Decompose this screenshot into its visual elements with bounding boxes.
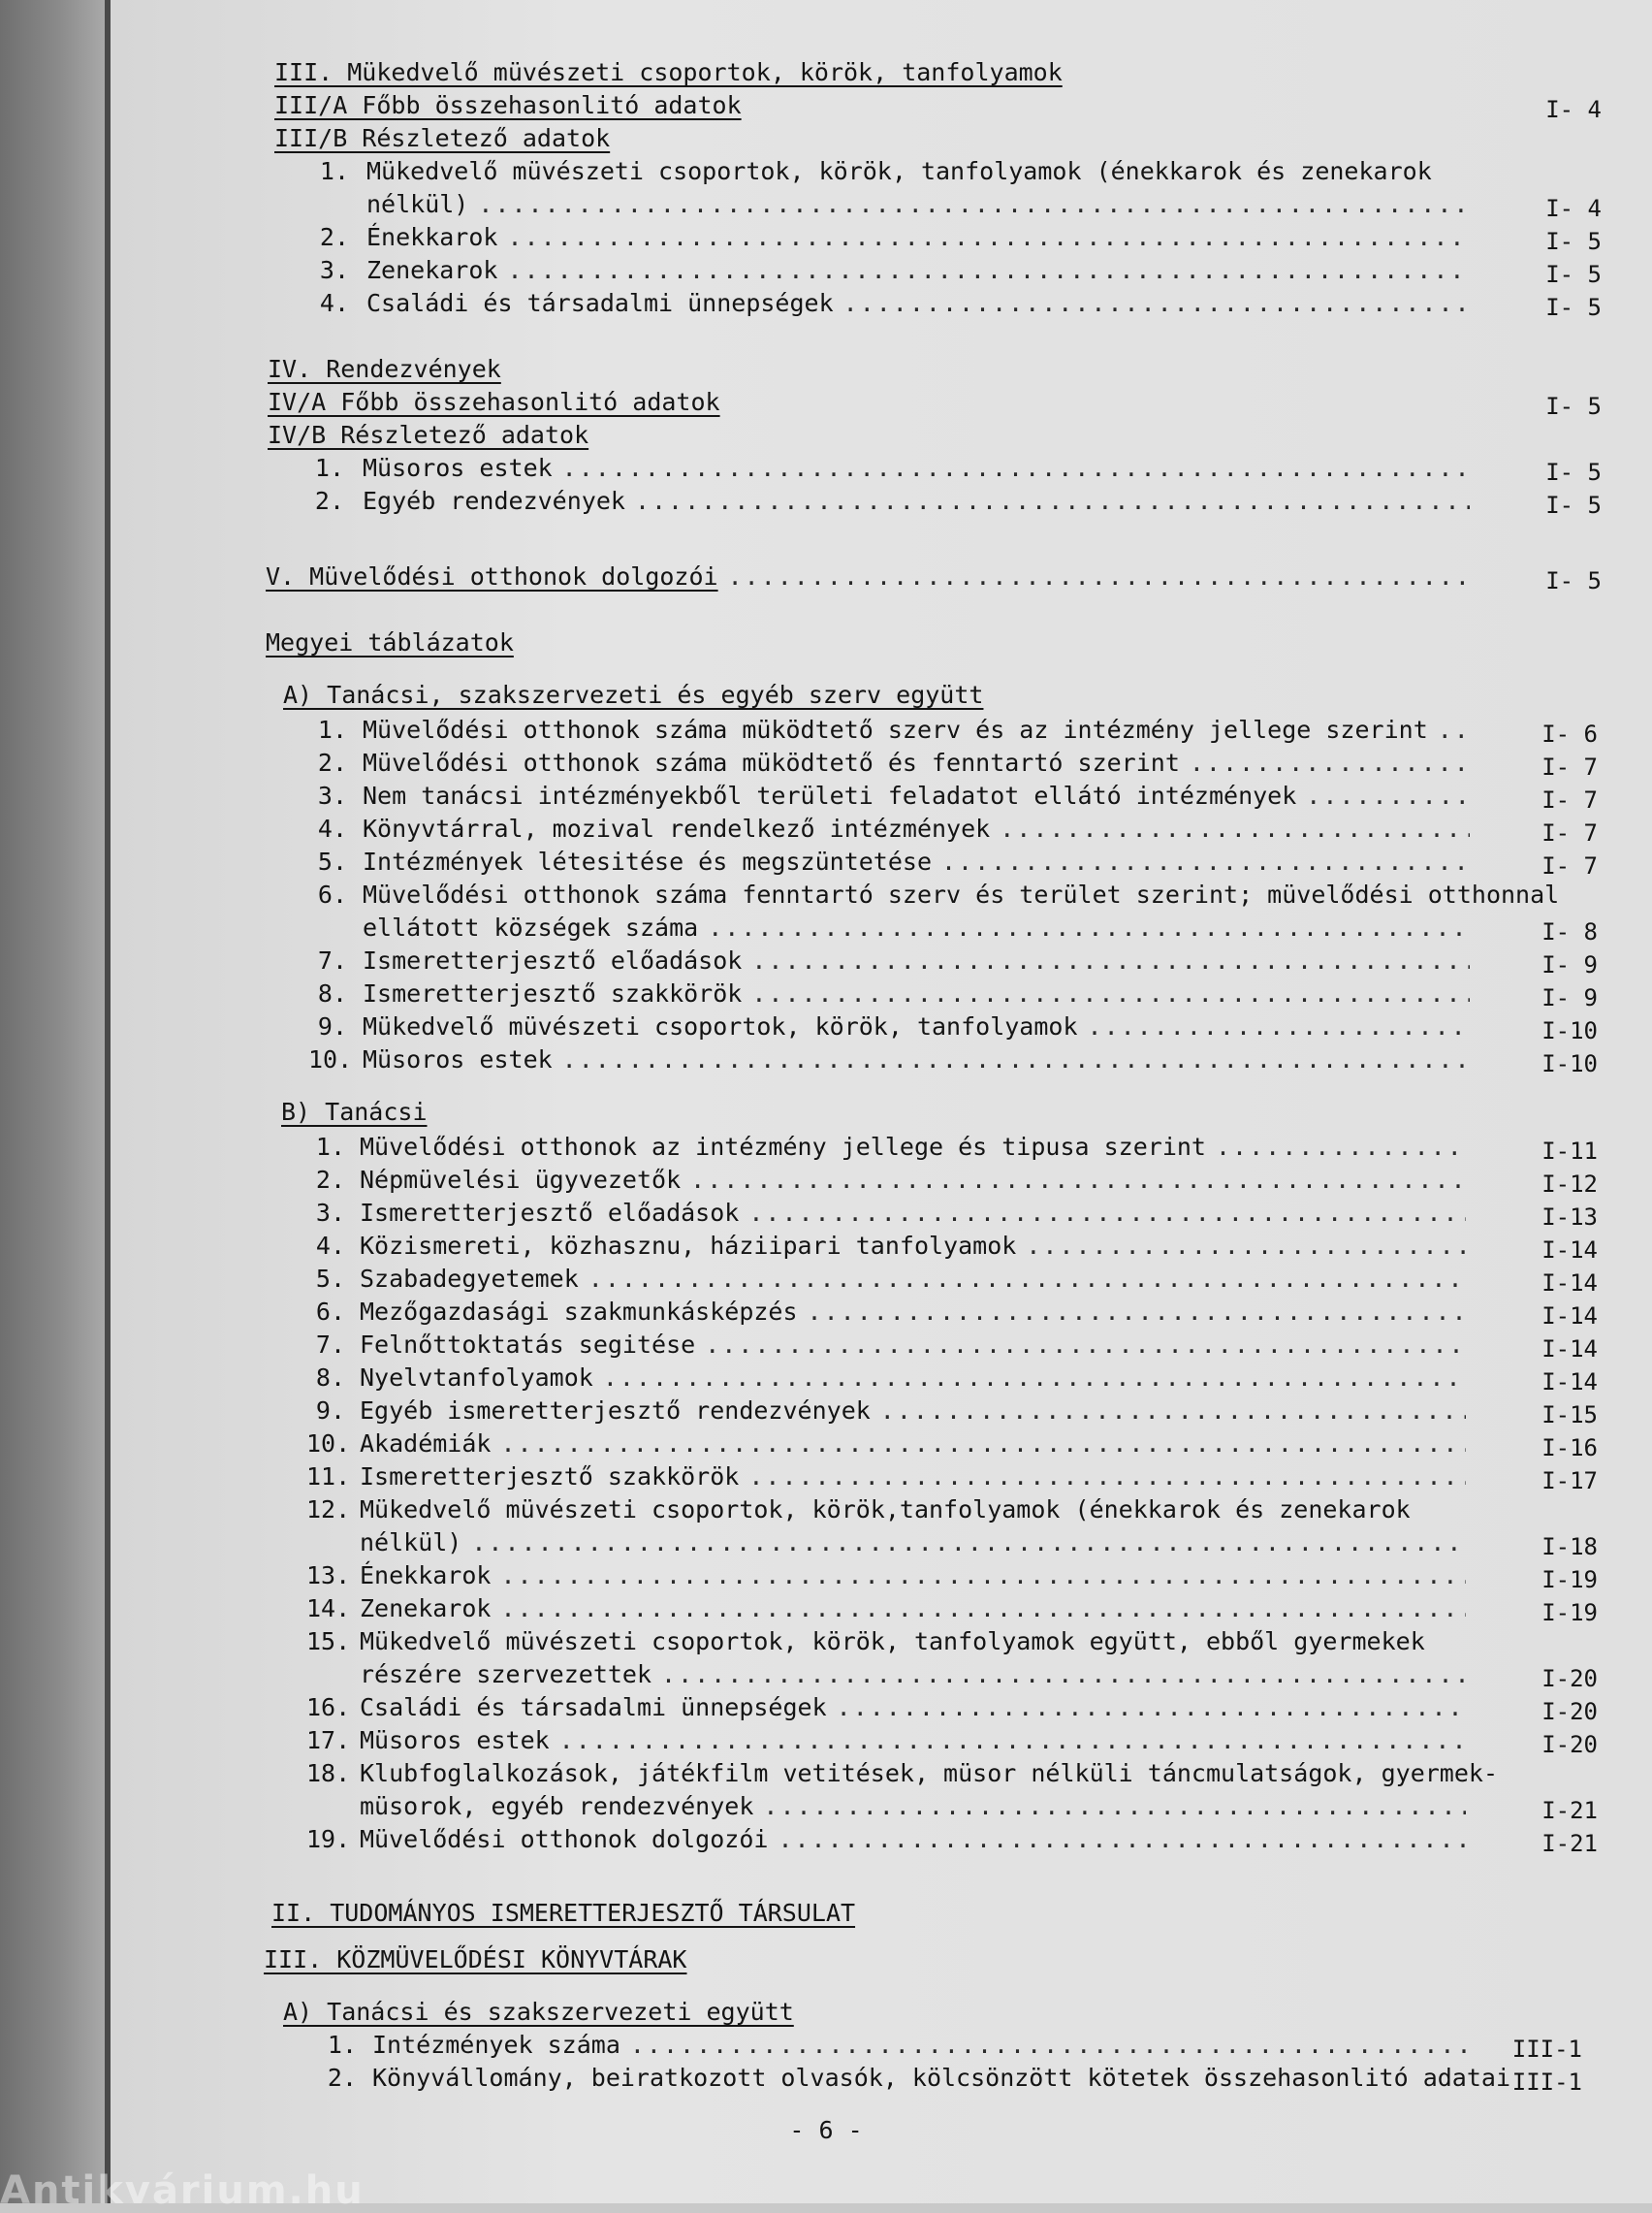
entry-title: Intézmények létesitése és megszüntetése	[363, 848, 932, 876]
entry-number: 12.	[306, 1495, 351, 1523]
group-a-title	[0, 679, 1652, 712]
section-v-title	[0, 561, 1652, 593]
toc-entry	[0, 1329, 1652, 1362]
dot-leader	[661, 1658, 1466, 1691]
entry-title: Müsoros estek	[360, 1726, 550, 1754]
entry-title: Klubfoglalkozások, játékfilm vetitések, müsor nélküli táncmulatságok, gyermek-	[360, 1759, 1498, 1787]
entry-number: 3.	[317, 782, 347, 810]
dot-leader	[763, 1790, 1466, 1823]
dot-leader	[603, 1362, 1466, 1395]
dot-leader	[705, 1329, 1466, 1362]
part-iii-title	[0, 1943, 1652, 1976]
toc-entry	[0, 1460, 1652, 1493]
dot-leader	[630, 2029, 1466, 2062]
entry-number: 17.	[306, 1726, 351, 1754]
section-iii-subtitle-a	[0, 89, 1652, 122]
entry-title: Népmüvelési ügyvezetők	[360, 1166, 682, 1194]
section-iv-title-text: IV. Rendezvények	[268, 355, 501, 383]
entry-number: 3.	[319, 256, 349, 284]
toc-entry	[0, 1395, 1652, 1427]
entry-number: 4.	[319, 289, 349, 317]
entry-number: 4.	[315, 1232, 345, 1260]
page-reference: I- 9	[1541, 984, 1598, 1011]
section-iii-subtitle-b	[0, 122, 1652, 155]
page-reference: I- 7	[1541, 819, 1598, 847]
page-reference: I- 9	[1541, 951, 1598, 978]
dot-leader	[751, 945, 1470, 978]
section-iv-subtitle-b	[0, 419, 1652, 452]
dot-leader	[941, 846, 1470, 879]
entry-title: Énekkarok	[360, 1561, 492, 1589]
part-iii-group-a-title-text: A) Tanácsi és szakszervezeti együtt	[283, 1998, 794, 2026]
section-v-title-text: V. Müvelődési otthonok dolgozói	[266, 562, 718, 591]
section-iv-subtitle-a-text: IV/A Főbb összehasonlitó adatok	[268, 388, 720, 416]
dot-leader	[1438, 714, 1470, 747]
entry-number: 5.	[315, 1265, 345, 1293]
dot-leader	[837, 1691, 1466, 1724]
page-reference: I-20	[1541, 1665, 1598, 1692]
page-reference: I-20	[1541, 1698, 1598, 1725]
dot-leader	[1216, 1131, 1466, 1164]
section-iv-title	[0, 353, 1652, 386]
toc-entry	[0, 1164, 1652, 1197]
entry-title: Ismeretterjesztő szakkörök	[360, 1462, 740, 1491]
toc-entry	[0, 1010, 1652, 1043]
page-reference: I-14	[1541, 1335, 1598, 1363]
toc-entry	[0, 485, 1652, 518]
dot-leader	[507, 254, 1470, 287]
toc-entry	[0, 2029, 1652, 2062]
entry-number: 15.	[306, 1627, 351, 1655]
megyei-title-text: Megyei táblázatok	[266, 628, 514, 657]
page-reference: I-11	[1541, 1138, 1598, 1165]
dot-leader	[562, 452, 1470, 485]
page-reference: III-1	[1511, 2036, 1582, 2063]
toc-entry-continuation	[0, 1658, 1652, 1691]
dot-leader	[500, 1592, 1466, 1625]
entry-number: 7.	[315, 1331, 345, 1359]
section-iii-subtitle-a-text: III/A Főbb összehasonlitó adatok	[274, 91, 742, 119]
toc-entry	[0, 1131, 1652, 1164]
dot-leader	[751, 978, 1470, 1010]
entry-title: Ismeretterjesztő előadások	[363, 946, 743, 975]
dot-leader	[690, 1164, 1466, 1197]
page-number: - 6 -	[789, 2116, 863, 2144]
entry-title: Ismeretterjesztő előadások	[360, 1199, 740, 1227]
page-reference: I- 5	[1545, 459, 1602, 486]
section-iv-subtitle-b-text: IV/B Részletező adatok	[268, 421, 589, 449]
page-reference: I- 7	[1541, 852, 1598, 880]
dot-leader	[1088, 1010, 1470, 1043]
entry-number: 11.	[306, 1462, 351, 1491]
entry-title-continuation: nélkül)	[360, 1528, 462, 1556]
entry-title: Énekkarok	[366, 223, 498, 251]
page-reference: I-21	[1541, 1830, 1598, 1857]
entry-title: Zenekarok	[360, 1594, 492, 1622]
entry-title: Nem tanácsi intézményekből területi feladatot ellátó intézmények	[363, 782, 1297, 810]
toc-entry-continuation	[0, 1526, 1652, 1559]
section-iv-subtitle-a	[0, 386, 1652, 419]
toc-entry	[0, 2062, 1652, 2095]
toc-entry	[0, 978, 1652, 1010]
entry-title-continuation: ellátott községek száma	[363, 914, 699, 942]
toc-entry	[0, 714, 1652, 747]
dot-leader	[880, 1395, 1466, 1427]
entry-title: Mükedvelő müvészeti csoportok, körök, tanfolyamok (énekkarok és zenekarok	[366, 157, 1432, 185]
entry-number: 6.	[317, 881, 347, 909]
toc-entry	[0, 1197, 1652, 1230]
page-reference: I-15	[1541, 1401, 1598, 1428]
toc-entry	[0, 1724, 1652, 1757]
entry-title: Müsoros estek	[363, 454, 553, 482]
section-iii-subtitle-b-text: III/B Részletező adatok	[274, 124, 611, 152]
entry-title: Könyvtárral, mozival rendelkező intézmények	[363, 815, 991, 843]
megyei-title	[0, 626, 1652, 659]
entry-title: Felnőttoktatás segitése	[360, 1331, 696, 1359]
toc-entry	[0, 452, 1652, 485]
toc-entry	[0, 1823, 1652, 1856]
dot-leader	[588, 1263, 1466, 1296]
page-reference: I- 5	[1545, 492, 1602, 519]
page-reference: I-17	[1541, 1467, 1598, 1494]
dot-leader	[708, 912, 1470, 945]
page-reference: I-10	[1541, 1050, 1598, 1077]
toc-entry	[0, 780, 1652, 813]
entry-title-continuation: nélkül)	[366, 190, 469, 218]
toc-entry	[0, 155, 1652, 188]
dot-leader	[843, 287, 1470, 320]
entry-title: Egyéb ismeretterjesztő rendezvények	[360, 1396, 871, 1425]
toc-entry-continuation	[0, 188, 1652, 221]
entry-number: 9.	[317, 1012, 347, 1041]
entry-title: Családi és társadalmi ünnepségek	[360, 1693, 827, 1721]
entry-title: Müvelődési otthonok száma müködtető és fenntartó szerint	[363, 749, 1180, 777]
section-iii-title	[0, 56, 1652, 89]
entry-number: 8.	[315, 1363, 345, 1392]
entry-title: Családi és társadalmi ünnepségek	[366, 289, 834, 317]
entry-number: 4.	[317, 815, 347, 843]
dot-leader	[1000, 813, 1470, 846]
toc-entry	[0, 846, 1652, 879]
dot-leader	[778, 1823, 1466, 1856]
entry-number: 1.	[319, 157, 349, 185]
entry-number: 10.	[306, 1429, 351, 1458]
page-reference: I- 4	[1545, 96, 1602, 123]
entry-number: 1.	[315, 1133, 345, 1161]
dot-leader	[635, 485, 1470, 518]
page-reference: I- 5	[1545, 567, 1602, 594]
entry-title: Könyvállomány, beiratkozott olvasók, kölcsönzött kötetek összehasonlitó adatai	[372, 2064, 1510, 2092]
toc-entry	[0, 1043, 1652, 1076]
entry-number: 18.	[306, 1759, 351, 1787]
toc-entry	[0, 945, 1652, 978]
group-b-title-text: B) Tanácsi	[281, 1098, 428, 1126]
toc-entry	[0, 221, 1652, 254]
page-reference: I-10	[1541, 1017, 1598, 1044]
entry-number: 2.	[314, 487, 344, 515]
toc-entry-continuation	[0, 912, 1652, 945]
entry-number: 1.	[327, 2031, 357, 2059]
page-reference: I- 5	[1545, 393, 1602, 420]
entry-number: 19.	[306, 1825, 351, 1853]
entry-number: 14.	[306, 1594, 351, 1622]
entry-number: 2.	[315, 1166, 345, 1194]
part-ii-title	[0, 1897, 1652, 1930]
dot-leader	[1026, 1230, 1466, 1263]
dot-leader	[748, 1460, 1466, 1493]
toc-entry	[0, 1493, 1652, 1526]
dot-leader	[507, 221, 1470, 254]
page-reference: I- 7	[1541, 754, 1598, 781]
toc-entry	[0, 1263, 1652, 1296]
entry-title: Akadémiák	[360, 1429, 492, 1458]
page-reference: I-16	[1541, 1434, 1598, 1461]
toc-entry	[0, 1427, 1652, 1460]
dot-leader	[808, 1296, 1466, 1329]
toc-entry-continuation	[0, 1790, 1652, 1823]
page-reference: I-12	[1541, 1171, 1598, 1198]
entry-title: Müvelődési otthonok dolgozói	[360, 1825, 769, 1853]
page-reference: I-19	[1541, 1566, 1598, 1593]
page-reference: I- 5	[1545, 228, 1602, 255]
entry-number: 7.	[317, 946, 347, 975]
dot-leader	[500, 1427, 1466, 1460]
entry-number: 16.	[306, 1693, 351, 1721]
page-reference: I-14	[1541, 1269, 1598, 1297]
entry-title: Müvelődési otthonok száma müködtető szerv és az intézmény jellege szerint	[363, 716, 1428, 744]
page-reference: I- 6	[1541, 721, 1598, 748]
page-reference: I-14	[1541, 1368, 1598, 1395]
toc-entry	[0, 1625, 1652, 1658]
page-reference: I- 5	[1545, 261, 1602, 288]
group-a-title-text: A) Tanácsi, szakszervezeti és egyéb szerv együtt	[283, 681, 984, 709]
entry-title-continuation: müsorok, egyéb rendezvények	[360, 1792, 754, 1820]
page-reference: I-13	[1541, 1203, 1598, 1231]
entry-number: 2.	[317, 749, 347, 777]
entry-title: Szabadegyetemek	[360, 1265, 579, 1293]
dot-leader	[1190, 747, 1470, 780]
page-reference: I- 4	[1545, 195, 1602, 222]
dot-leader	[748, 1197, 1466, 1230]
entry-title: Zenekarok	[366, 256, 498, 284]
dot-leader	[562, 1043, 1470, 1076]
toc-entry	[0, 287, 1652, 320]
entry-title: Intézmények száma	[372, 2031, 620, 2059]
part-ii-title-text: II. TUDOMÁNYOS ISMERETTERJESZTŐ TÁRSULAT	[271, 1899, 856, 1927]
dot-leader	[478, 188, 1470, 221]
entry-number: 10.	[308, 1045, 353, 1074]
toc-entry	[0, 879, 1652, 912]
part-iii-title-text: III. KÖZMÜVELŐDÉSI KÖNYVTÁRAK	[264, 1945, 687, 1973]
toc-entry	[0, 813, 1652, 846]
dot-leader	[471, 1526, 1466, 1559]
entry-number: 9.	[315, 1396, 345, 1425]
entry-number: 13.	[306, 1561, 351, 1589]
page-reference: I-21	[1541, 1797, 1598, 1824]
entry-title: Mezőgazdasági szakmunkásképzés	[360, 1298, 798, 1326]
dot-leader	[559, 1724, 1466, 1757]
entry-number: 3.	[315, 1199, 345, 1227]
entry-number: 1.	[314, 454, 344, 482]
entry-title: Mükedvelő müvészeti csoportok, körök, tanfolyamok együtt, ebből gyermekek	[360, 1627, 1425, 1655]
page-reference: I-20	[1541, 1731, 1598, 1758]
entry-title: Mükedvelő müvészeti csoportok, körök,tanfolyamok (énekkarok és zenekarok	[360, 1495, 1411, 1523]
toc-entry	[0, 1757, 1652, 1790]
section-iii-title-text: III. Mükedvelő müvészeti csoportok, körök, tanfolyamok	[274, 58, 1063, 86]
part-iii-group-a-title	[0, 1996, 1652, 2029]
page-reference: I-14	[1541, 1302, 1598, 1330]
entry-title: Egyéb rendezvények	[363, 487, 625, 515]
page-reference: I- 7	[1541, 786, 1598, 814]
entry-title: Közismereti, közhasznu, háziipari tanfolyamok	[360, 1232, 1017, 1260]
entry-number: 5.	[317, 848, 347, 876]
entry-title: Nyelvtanfolyamok	[360, 1363, 593, 1392]
toc-entry	[0, 1559, 1652, 1592]
page-reference: I- 5	[1545, 294, 1602, 321]
entry-title: Mükedvelő müvészeti csoportok, körök, tanfolyamok	[363, 1012, 1078, 1041]
page-reference: I-19	[1541, 1599, 1598, 1626]
dot-leader	[1306, 780, 1470, 813]
page-reference: I-14	[1541, 1236, 1598, 1264]
toc-entry	[0, 254, 1652, 287]
entry-title: Müvelődési otthonok az intézmény jellege és tipusa szerint	[360, 1133, 1206, 1161]
toc-entry	[0, 1230, 1652, 1263]
page-reference: III-1	[1511, 2069, 1582, 2096]
dot-leader	[728, 561, 1470, 593]
toc-entry	[0, 1592, 1652, 1625]
entry-title: Ismeretterjesztő szakkörök	[363, 979, 743, 1008]
page-reference: I-18	[1541, 1533, 1598, 1560]
group-b-title	[0, 1096, 1652, 1129]
entry-number: 1.	[317, 716, 347, 744]
toc-entry	[0, 1296, 1652, 1329]
entry-number: 8.	[317, 979, 347, 1008]
toc-entry	[0, 1362, 1652, 1395]
entry-number: 6.	[315, 1298, 345, 1326]
entry-number: 2.	[319, 223, 349, 251]
entry-title: Müsoros estek	[363, 1045, 553, 1074]
entry-title: Müvelődési otthonok száma fenntartó szerv és terület szerint; müvelődési otthonnal	[363, 881, 1560, 909]
toc-entry	[0, 747, 1652, 780]
entry-number: 2.	[327, 2064, 357, 2092]
page-reference: I- 8	[1541, 918, 1598, 946]
toc-entry	[0, 1691, 1652, 1724]
dot-leader	[500, 1559, 1466, 1592]
watermark-text: Antikvárium.hu	[0, 2168, 365, 2213]
entry-title-continuation: részére szervezettek	[360, 1660, 652, 1688]
